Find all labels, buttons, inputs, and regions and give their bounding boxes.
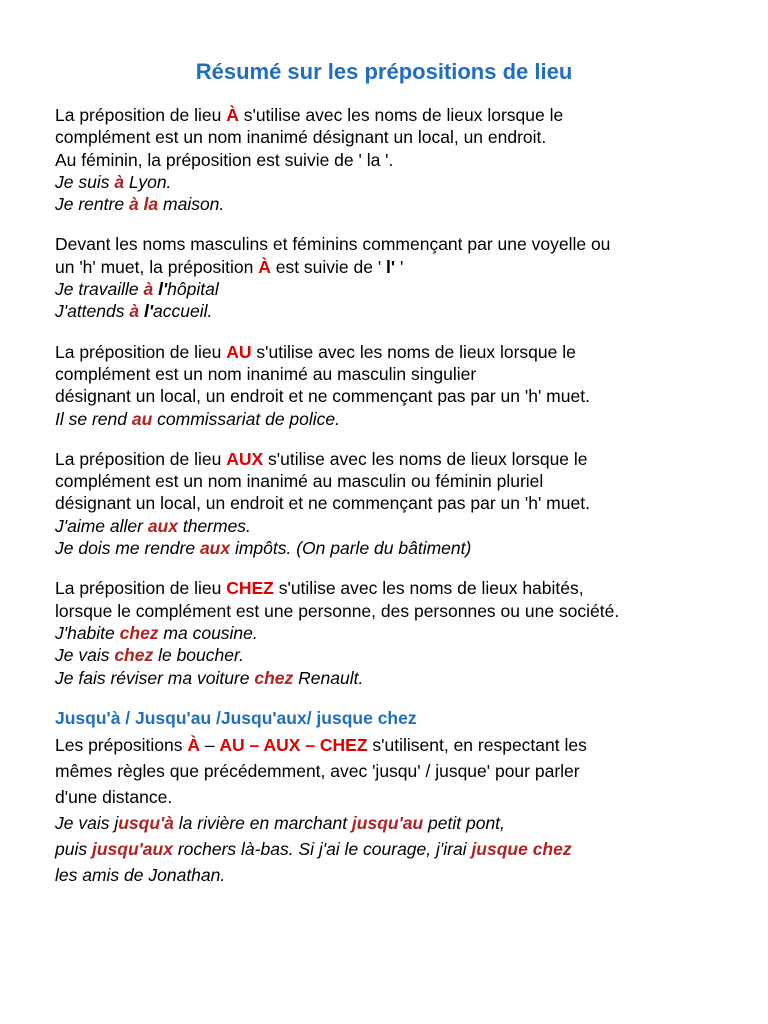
paragraph-chez — [55, 577, 735, 688]
text-run: s'utilise avec les noms de lieux lorsque le — [263, 448, 588, 469]
text-run: le boucher. — [153, 645, 245, 666]
text-run: les amis de Jonathan. — [55, 864, 226, 885]
highlighted-word: À — [226, 105, 239, 125]
example-line — [55, 515, 735, 537]
text-run: Je vais — [55, 645, 115, 666]
highlighted-word: à la — [128, 194, 159, 215]
highlighted-word: l' — [143, 301, 153, 322]
page-title: Résumé sur les prépositions de lieu — [195, 59, 573, 84]
text-run: La préposition de lieu — [55, 578, 227, 599]
text-run: La préposition de lieu — [55, 105, 227, 125]
paragraph-a-elision — [55, 233, 735, 322]
text-run: Je suis — [55, 171, 115, 192]
example-line — [55, 644, 735, 666]
highlighted-word: chez — [114, 645, 154, 666]
text-run: est suivie de ' — [270, 256, 387, 277]
text-run: Je travaille — [55, 279, 144, 300]
text-run: d'une distance. — [55, 786, 173, 807]
text-line — [55, 758, 735, 784]
text-run: ma cousine. — [158, 622, 258, 643]
text-line — [55, 363, 735, 385]
text-line — [55, 784, 735, 810]
text-line — [55, 126, 735, 148]
paragraph-jusque — [55, 732, 735, 888]
paragraph-a — [55, 104, 735, 215]
highlighted-word: à — [129, 301, 140, 322]
example-line — [55, 408, 735, 430]
example-line — [55, 810, 735, 836]
text-line — [55, 577, 735, 599]
text-run: Je vais j — [55, 812, 119, 833]
text-run: J'aime aller — [55, 515, 148, 536]
text-run: Je dois me rendre — [55, 538, 200, 559]
paragraph-au — [55, 341, 735, 430]
example-line — [55, 171, 735, 193]
text-run: complément est un nom inanimé au masculin ou féminin pluriel — [55, 471, 544, 492]
text-line — [55, 600, 735, 622]
highlighted-word: jusque chez — [471, 838, 572, 859]
highlighted-word: jusqu'aux — [91, 838, 173, 859]
text-run: un 'h' muet, la préposition — [55, 256, 259, 277]
document-content — [55, 104, 735, 906]
example-line — [55, 300, 735, 322]
text-run: puis — [55, 838, 92, 859]
example-line — [55, 836, 735, 862]
text-run: Renault. — [293, 667, 364, 688]
highlighted-word: À — [187, 734, 200, 755]
highlighted-word: l' — [158, 279, 168, 300]
text-run: Les prépositions — [55, 734, 188, 755]
text-line — [55, 149, 735, 171]
text-run: Lyon. — [124, 171, 172, 192]
text-run: accueil. — [153, 301, 213, 322]
text-line — [55, 732, 735, 758]
text-run: désignant un local, un endroit et ne commençant pas par un 'h' muet. — [55, 493, 590, 514]
text-line — [55, 104, 735, 126]
text-run: – — [199, 734, 220, 755]
example-line — [55, 537, 735, 559]
highlighted-word: au — [131, 408, 153, 429]
highlighted-word: AU – AUX – CHEZ — [219, 734, 368, 755]
text-line — [55, 448, 735, 470]
text-run: commissariat de police. — [152, 408, 341, 429]
text-run: La préposition de lieu — [55, 341, 227, 362]
text-run: hôpital — [167, 279, 219, 300]
text-run: Je rentre — [55, 194, 129, 215]
text-run: ' — [395, 256, 404, 277]
paragraph-aux — [55, 448, 735, 559]
text-run: La préposition de lieu — [55, 448, 227, 469]
text-run: J'attends — [55, 301, 130, 322]
example-line — [55, 278, 735, 300]
text-run: Il se rend — [55, 408, 132, 429]
text-run: J'habite — [55, 622, 120, 643]
highlighted-word: CHEZ — [226, 578, 274, 599]
text-run: désignant un local, un endroit et ne commençant pas par un 'h' muet. — [55, 386, 590, 407]
highlighted-word: jusqu'au — [351, 812, 424, 833]
text-run: maison. — [158, 194, 225, 215]
text-line — [55, 341, 735, 363]
example-line — [55, 622, 735, 644]
example-line — [55, 862, 735, 888]
text-run: s'utilise avec les noms de lieux lorsque le — [251, 341, 576, 362]
highlighted-word: aux — [199, 538, 231, 559]
text-line — [55, 233, 735, 255]
text-line — [55, 385, 735, 407]
highlighted-word: AU — [226, 341, 252, 362]
text-run: Au féminin, la préposition est suivie de ' la '. — [55, 149, 394, 170]
text-run: rochers là-bas. Si j'ai le courage, j'irai — [172, 838, 472, 859]
text-run: Devant les noms masculins et féminins commençant par une voyelle ou — [55, 234, 611, 255]
text-run: complément est un nom inanimé au masculin singulier — [55, 363, 477, 384]
example-line — [55, 193, 735, 215]
highlighted-word: aux — [147, 515, 178, 536]
highlighted-word: l' — [386, 256, 396, 277]
example-line — [55, 667, 735, 689]
highlighted-word: À — [258, 256, 271, 277]
text-run: la rivière en marchant — [173, 812, 352, 833]
highlighted-word: à — [114, 171, 125, 192]
highlighted-word: chez — [254, 667, 294, 688]
highlighted-word: usqu'à — [118, 812, 174, 833]
text-run: s'utilise avec les noms de lieux habités, — [273, 578, 584, 599]
text-run: impôts. (On parle du bâtiment) — [230, 538, 472, 559]
section-heading: Jusqu'à / Jusqu'au /Jusqu'aux/ jusque chez — [55, 707, 417, 728]
text-line — [55, 256, 735, 278]
text-run: Je fais réviser ma voiture — [55, 667, 255, 688]
highlighted-word: chez — [119, 622, 159, 643]
text-line — [55, 470, 735, 492]
text-run: lorsque le complément est une personne, des personnes ou une société. — [55, 600, 620, 621]
text-run: thermes. — [177, 515, 251, 536]
highlighted-word: AUX — [226, 448, 264, 469]
text-run: complément est un nom inanimé désignant un local, un endroit. — [55, 127, 547, 148]
text-run: s'utilisent, en respectant les — [367, 734, 587, 755]
highlighted-word: à — [143, 279, 154, 300]
text-line — [55, 492, 735, 514]
text-run: s'utilise avec les noms de lieux lorsque le — [238, 105, 564, 125]
text-run: petit pont, — [423, 812, 505, 833]
text-run: mêmes règles que précédemment, avec 'jusqu' / jusque' pour parler — [55, 760, 580, 781]
